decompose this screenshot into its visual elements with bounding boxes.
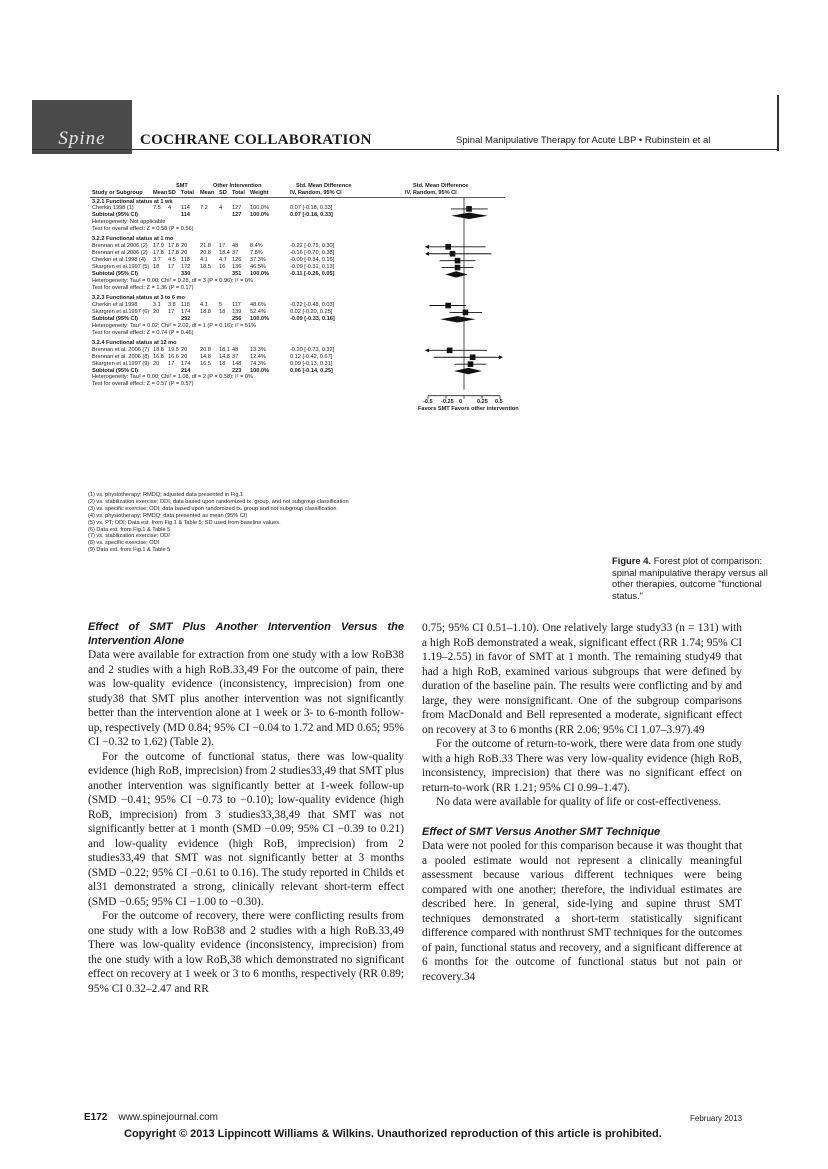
- cell-sd-smt: 17.8: [168, 250, 179, 257]
- cell-mean-smt: 17.9: [153, 243, 164, 250]
- subtotal-label: Subtotal (95% CI): [92, 367, 138, 374]
- journal-logo: Spine: [32, 100, 132, 154]
- section-heading-smt-plus: Effect of SMT Plus Another Intervention Versus the Intervention Alone: [88, 621, 404, 647]
- cell-total-other: 148: [232, 360, 242, 367]
- point-estimate: [455, 258, 461, 264]
- forest-plot: [0, 0, 828, 500]
- running-head: Spinal Manipulative Therapy for Acute LBP • Rubinstein et al: [456, 135, 711, 146]
- study-name: Skargren et al.1997 (5): [92, 264, 150, 271]
- heterogeneity: Heterogeneity: Not applicable: [92, 219, 166, 226]
- footnote: (2) vs. stabilization exercise; ODI; data based upon randomized tx. group, and not subgroup classification: [88, 498, 349, 505]
- column-header: Weight: [250, 190, 269, 196]
- study-name: Cherkin 1998 (1): [92, 205, 134, 212]
- subtotal-total-other: 256: [232, 315, 242, 322]
- copyright-notice: Copyright © 2013 Lippincott Williams & Wilkins. Unauthorized reproduction of this article is prohibited.: [124, 1128, 662, 1140]
- cell-total-other: 37: [232, 353, 239, 360]
- column-header: IV, Random, 95% CI: [405, 190, 457, 196]
- column-header: Study or Subgroup: [92, 190, 143, 196]
- heterogeneity: Heterogeneity: Tau² = 0.00; Chi² = 1.08, df = 2 (P = 0.58); I² = 0%: [92, 374, 254, 381]
- cell-mean-other: 21.8: [200, 243, 211, 250]
- x-tick-label: -0.25: [441, 398, 454, 405]
- paragraph: No data were available for quality of life or cost-effectiveness.: [436, 796, 722, 808]
- right-column: [422, 621, 742, 984]
- cell-mean-other: 18.5: [200, 264, 211, 271]
- subtotal-total-other: 127: [232, 212, 242, 219]
- point-estimate: [450, 251, 456, 257]
- cell-sd-smt: 17: [168, 308, 175, 315]
- col-group-smd: Std. Mean Difference: [296, 183, 352, 189]
- section-title: COCHRANE COLLABORATION: [140, 132, 372, 148]
- x-tick-label: 0.25: [477, 398, 488, 405]
- subtotal-weight: 100.0%: [250, 367, 269, 374]
- figure-footnotes: [88, 492, 349, 554]
- cell-ci: 0.02 [-0.20, 0.25]: [290, 308, 333, 315]
- cell-weight: 8.4%: [250, 243, 263, 250]
- x-tick-label: 0: [459, 398, 463, 405]
- overall-effect: Test for overall effect: Z = 0.58 (P = 0.56): [92, 226, 194, 233]
- x-tick-label: 0.5: [495, 398, 503, 405]
- footnote: (7) vs. stabilization exercise; ODI: [88, 533, 170, 540]
- subtotal-total-other: 223: [232, 367, 242, 374]
- subtotal-ci: 0.07 [-0.18, 0.33]: [290, 212, 333, 219]
- cell-total-smt: 174: [181, 308, 191, 315]
- subtotal-diamond: [440, 316, 475, 322]
- ci-arrow-right: [499, 355, 503, 359]
- cell-total-smt: 20: [181, 346, 188, 353]
- cell-total-other: 126: [232, 257, 242, 264]
- study-name: Cherkin et al.1998: [92, 302, 138, 308]
- ci-arrow-left: [425, 252, 429, 256]
- col-group-smd-plot: Std. Mean Difference: [413, 183, 469, 189]
- cell-total-other: 48: [232, 243, 239, 250]
- cell-sd-other: 4.7: [219, 257, 227, 264]
- col-group-smt: SMT: [176, 183, 188, 189]
- cell-sd-smt: 19.5: [168, 346, 179, 353]
- cell-total-smt: 172: [181, 264, 191, 271]
- subgroup-title: 3.2.1 Functional status at 1 wk: [92, 198, 173, 205]
- cell-ci: -0.16 [-0.70, 0.38]: [290, 250, 335, 257]
- cell-sd-other: 18: [219, 360, 226, 367]
- point-estimate: [466, 206, 472, 212]
- footnote: (1) vs. physiotherapy; RMDQ; adjusted data presented in Fig.1: [88, 492, 244, 498]
- study-name: Brennan et al.2006 (2): [92, 250, 148, 257]
- subtotal-total-smt: 214: [181, 367, 191, 374]
- footer-page: E172 www.spinejournal.com: [84, 1112, 218, 1123]
- ci-arrow-left: [425, 245, 429, 249]
- subgroup-title: 3.2.3 Functional status at 3 to 6 mo: [92, 295, 185, 302]
- cell-weight: 46.5%: [250, 264, 266, 271]
- cell-total-other: 37: [232, 250, 239, 257]
- overall-effect: Test for overall effect: Z = 0.57 (P = 0.57): [92, 381, 194, 388]
- cell-total-smt: 20: [181, 243, 188, 250]
- cell-mean-other: 20.8: [200, 346, 211, 353]
- cell-total-other: 136: [232, 264, 242, 271]
- cell-mean-smt: 3.1: [153, 302, 161, 308]
- caption-label: Figure 4.: [612, 555, 652, 566]
- cell-total-other: 117: [232, 302, 241, 308]
- point-estimate: [463, 310, 469, 316]
- cell-total-smt: 118: [181, 302, 190, 308]
- subtotal-diamond: [451, 213, 488, 219]
- subtotal-weight: 100.0%: [250, 212, 269, 219]
- column-header: Total: [181, 190, 194, 196]
- footnote: (9) Data est. from Fig.1 & Table 5: [88, 547, 171, 554]
- cell-total-other: 48: [232, 346, 239, 353]
- paragraph: Data were available for extraction from one study with a low RoB38 and 2 studies with a high RoB.33,49 For the outcome of pain, there was low-quality evidence (inconsistency, imprecision) from one study38 that SMT plus another intervention was not significantly better than the intervention alone at 1 week or 3- to 6-month follow-up, respectively (MD 0.84; 95% CI −0.04 to 1.72 and MD 0.65; 95% CI −0.32 to 1.62) (Table 2).: [88, 649, 404, 748]
- point-estimate: [445, 244, 451, 250]
- section-heading-smt-vs-smt: Effect of SMT Versus Another SMT Technique: [422, 825, 661, 838]
- cell-total-smt: 174: [181, 360, 191, 367]
- footnote: (8) vs. specific exercise; ODI: [88, 540, 160, 547]
- footnote: (4) vs. physiotherapy; RMDQ; data presented as mean (95% CI): [88, 512, 248, 519]
- cell-ci: 0.07 [-0.18, 0.33]: [290, 205, 333, 212]
- cell-total-other: 139: [232, 308, 242, 315]
- cell-sd-other: 18.4: [219, 250, 230, 257]
- cell-ci: -0.20 [-0.73, 0.32]: [290, 346, 335, 353]
- cell-mean-smt: 3.7: [153, 257, 161, 264]
- subtotal-ci: 0.06 [-0.14, 0.25]: [290, 367, 333, 374]
- overall-effect: Test for overall effect: Z = 0.74 (P = 0.46): [92, 329, 194, 336]
- cell-mean-other: 4.1: [200, 302, 208, 308]
- column-header: Mean: [153, 190, 168, 196]
- cell-sd-other: 17: [219, 243, 226, 250]
- subtotal-ci: -0.09 [-0.33, 0.16]: [290, 315, 335, 322]
- cell-sd-smt: 17: [168, 264, 175, 271]
- cell-weight: 74.3%: [250, 360, 266, 367]
- footer-date: February 2013: [690, 1114, 743, 1123]
- cell-sd-smt: 4.5: [168, 257, 176, 264]
- cell-weight: 100.0%: [250, 205, 269, 212]
- point-estimate: [455, 265, 461, 271]
- cell-sd-other: 18: [219, 308, 226, 315]
- point-estimate: [470, 354, 476, 360]
- ci-arrow-left: [425, 348, 429, 352]
- cell-mean-other: 16.5: [200, 360, 211, 367]
- subtotal-ci: -0.11 [-0.26, 0.05]: [290, 270, 335, 277]
- paragraph: Data were not pooled for this comparison because it was thought that a pooled estimate would not represent a clinically meaningful assessment because various different techniques were being compared with one another; therefore, the individual estimates are described here. In general, side-lying and supine thrust SMT techniques demonstrated a short-term statistically significant difference compared with nonthrust SMT techniques for the outcomes of pain, functional status and recovery, and a significant difference at 6 months for the outcome of functional status but not pain or recovery.34: [422, 840, 742, 983]
- cell-weight: 48.6%: [250, 302, 266, 308]
- column-header: SD: [219, 190, 227, 196]
- cell-ci: -0.22 [-0.48, 0.03]: [290, 302, 335, 308]
- cell-sd-smt: 16.6: [168, 353, 179, 360]
- paragraph: 0.75; 95% CI 0.51–1.10). One relatively large study33 (n = 131) with a high RoB demonstrated a weak, significant effect (RR 1.74; 95% CI 1.19–2.55) in favor of SMT at 1 month. The remaining study49 that had a high RoB, examined various subgroups that were defined by duration of the baseline pain. The results were conflicting and by and large, they were nonsignificant. One of the subgroup comparisons from MacDonald and Bell represented a moderate, significant effect on recovery at 3 to 6 months (RR 2.06; 95% CI 1.07–3.97).49: [422, 622, 742, 736]
- cell-total-smt: 20: [181, 250, 188, 257]
- paragraph: For the outcome of functional status, there was low-quality evidence (high RoB, imprecision) from 2 studies33,49 that SMT plus another intervention was significantly better at 1-week follow-up (SMD −0.41; 95% CI −0.73 to −0.10); low-quality evidence (high RoB, imprecision) from 3 studies33,38,49 that SMT was not significantly better at 1 month (SMD −0.09; 95% CI −0.39 to 0.21) and low-quality evidence (high RoB, imprecision) from 2 studies33,49 that SMT was not significantly better at 3 months (SMD −0.22; 95% CI −0.61 to 0.16). The study reported in Childs et al31 demonstrated a strong, clinically relevant short-term effect (SMD −0.65; 95% CI −1.00 to −0.30).: [88, 750, 404, 908]
- cell-weight: 12.4%: [250, 353, 266, 360]
- footer-url: www.spinejournal.com: [118, 1112, 218, 1123]
- cell-sd-other: 16: [219, 264, 226, 271]
- favours-label: Favors SMT Favors other intervention: [418, 405, 519, 412]
- footnote: (5) vs. PT; ODI; Data est. from Fig.1 & Table 5; SD used from baseline values.: [88, 519, 281, 526]
- cell-ci: -0.09 [-0.31, 0.13]: [290, 264, 335, 271]
- cell-mean-smt: 7.5: [153, 205, 161, 212]
- cell-weight: 52.4%: [250, 308, 266, 315]
- cell-mean-other: 14.8: [200, 353, 211, 360]
- heterogeneity: Heterogeneity: Tau² = 0.02; Chi² = 2.02, df = 1 (P = 0.16); I² = 51%: [92, 322, 257, 329]
- cell-mean-other: 7.2: [200, 205, 208, 212]
- cell-mean-smt: 16.8: [153, 353, 164, 360]
- subtotal-weight: 100.0%: [250, 270, 269, 277]
- study-name: Brennan et al.2006 (2): [92, 243, 148, 250]
- column-header: SD: [168, 190, 176, 196]
- subtotal-total-other: 351: [232, 270, 242, 277]
- cell-mean-other: 18.8: [200, 308, 211, 315]
- cell-sd-other: 18.1: [219, 346, 230, 353]
- cell-mean-smt: 17.8: [153, 250, 164, 257]
- study-name: Brennan et al. 2006 (7): [92, 346, 150, 353]
- study-name: Brennan et al. 2006 (8): [92, 353, 150, 360]
- subgroup-title: 3.2.4 Functional status at 12 mo: [92, 339, 177, 346]
- point-estimate: [468, 361, 474, 367]
- x-tick-label: -0.5: [423, 398, 433, 405]
- cell-weight: 37.3%: [250, 257, 266, 264]
- subtotal-label: Subtotal (95% CI): [92, 270, 138, 277]
- cell-mean-smt: 20: [153, 360, 160, 367]
- cell-mean-other: 4.1: [200, 257, 208, 264]
- cell-ci: 0.12 [-0.42, 0.67]: [290, 353, 333, 360]
- subtotal-label: Subtotal (95% CI): [92, 315, 138, 322]
- cell-weight: 7.8%: [250, 250, 263, 257]
- cell-total-other: 127: [232, 205, 242, 212]
- footnote: (6) Data est. from Fig.1 & Table 5: [88, 526, 171, 533]
- subtotal-total-smt: 114: [181, 212, 191, 219]
- column-header: Mean: [200, 190, 215, 196]
- subtotal-weight: 100.0%: [250, 315, 269, 322]
- cell-mean-smt: 20: [153, 308, 160, 315]
- point-estimate: [445, 303, 451, 309]
- caption-text: Forest plot of comparison: spinal manipulative therapy versus all other therapies, outcome "functional status.": [612, 555, 768, 601]
- column-header: IV, Random, 95% CI: [290, 190, 342, 196]
- col-group-other: Other Intervention: [213, 183, 262, 189]
- cell-sd-smt: 17: [168, 360, 175, 367]
- overall-effect: Test for overall effect: Z = 1.36 (P = 0.17): [92, 284, 194, 291]
- cell-total-smt: 118: [181, 257, 190, 264]
- subtotal-diamond: [454, 368, 482, 374]
- footnote: (3) vs. specific exercise; ODI; data based upon randomized tx. group and not subgroup classification: [88, 505, 337, 512]
- cell-sd-smt: 4: [168, 205, 172, 212]
- cell-ci: -0.22 [-0.75, 0.30]: [290, 243, 335, 250]
- figure-caption: [612, 555, 782, 601]
- cell-sd-smt: 17.8: [168, 243, 179, 250]
- cell-ci: -0.09 [-0.34, 0.16]: [290, 257, 335, 264]
- left-column: [88, 621, 404, 996]
- subtotal-total-smt: 330: [181, 270, 191, 277]
- paragraph: For the outcome of recovery, there were conflicting results from one study with a low RoB38 and 2 studies with a high RoB.33,49 There was low-quality evidence (inconsistency, imprecision) from the one study with a low RoB,38 which demonstrated no significant effect on recovery at 1 week or 3 to 6 months, respectively (RR 0.89; 95% CI 0.32–2.47 and RR: [88, 910, 404, 995]
- study-name: Skargren et al.1997 (6): [92, 308, 150, 315]
- heterogeneity: Heterogeneity: Tau² = 0.00; Chi² = 0.28, df = 3 (P = 0.96); I² = 0%: [92, 277, 254, 284]
- study-name: Cherkin et al.1998 (4): [92, 257, 146, 264]
- cell-total-smt: 114: [181, 205, 190, 212]
- cell-ci: 0.09 [-0.13, 0.31]: [290, 360, 333, 367]
- cell-sd-other: 5: [219, 302, 223, 308]
- cell-sd-smt: 3.8: [168, 302, 176, 308]
- cell-mean-other: 20.8: [200, 250, 211, 257]
- cell-sd-other: 14.8: [219, 353, 230, 360]
- cell-total-smt: 20: [181, 353, 188, 360]
- study-name: Skargren et al.1997 (9): [92, 360, 150, 367]
- point-estimate: [447, 348, 453, 354]
- subtotal-label: Subtotal (95% CI): [92, 212, 138, 219]
- cell-sd-other: 4: [219, 205, 223, 212]
- subtotal-total-smt: 292: [181, 315, 191, 322]
- paragraph: For the outcome of return-to-work, there were data from one study with a high RoB.33 There was very low-quality evidence (high RoB, inconsistency, imprecision) that there was no significant effect on return-to-work (RR 1.21; 95% CI 0.99–1.47).: [422, 738, 742, 794]
- subgroup-title: 3.2.2 Functional status at 1 mo: [92, 236, 174, 243]
- cell-weight: 13.3%: [250, 346, 266, 353]
- cell-mean-smt: 18: [153, 264, 160, 271]
- column-header: Total: [232, 190, 245, 196]
- cell-mean-smt: 18.8: [153, 346, 164, 353]
